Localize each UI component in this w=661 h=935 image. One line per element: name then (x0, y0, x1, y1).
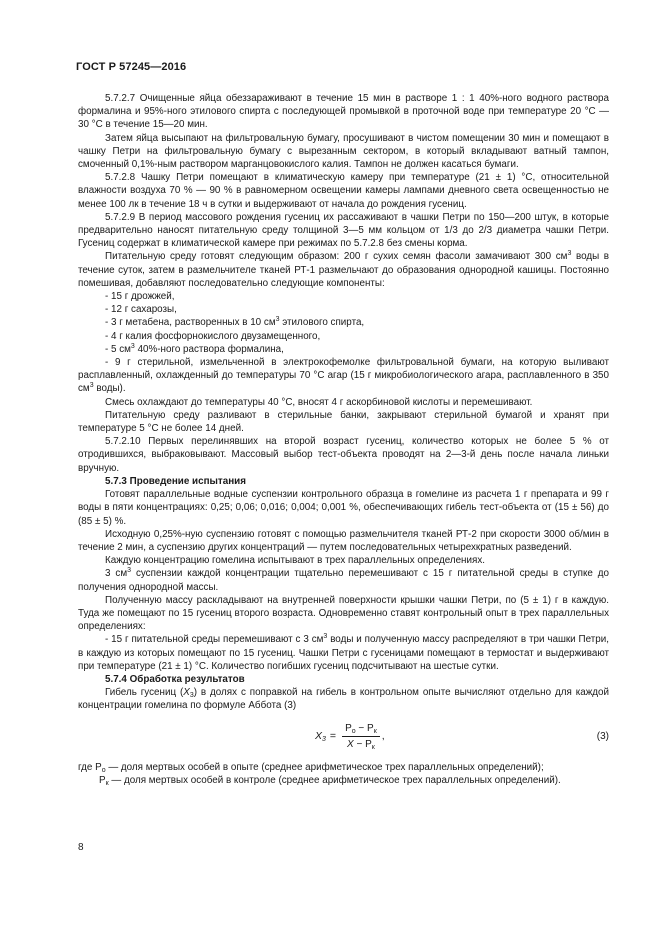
paragraph-5-7-2-10 (78, 435, 609, 475)
paragraph-text: Первых перелинявших на второй возраст гусениц, количество которых не более 5 % от отродившихся, выбраковывают. Массовый выбор тест-объекта проводят на 2—3-й день после начала линьки вручную. (78, 436, 609, 474)
text-part: Гибель гусениц ( (105, 687, 184, 699)
subscript: o (351, 727, 356, 735)
variable: X (183, 687, 190, 699)
operator: − (353, 738, 366, 750)
superscript: 3 (89, 382, 94, 390)
paragraph-control-experiment (78, 633, 609, 673)
paragraph-text: Очищенные яйца обеззараживают в течение 15 мин в растворе 1 : 1 40%-ного водного раствора формалина и 95%-ного этилового спирта с последующей промывкой в проточной воде при температуре 20 °С — 30 °С в течение 15—20 мин. (78, 93, 609, 131)
paragraph-5-7-2-8 (78, 171, 609, 211)
formula-comma: , (381, 729, 385, 742)
superscript: 3 (567, 250, 572, 258)
variable: P (365, 738, 372, 750)
superscript: 3 (127, 567, 132, 575)
section-heading-5-7-4: 5.7.4 Обработка результатов (105, 673, 245, 685)
variable: X (347, 738, 354, 750)
list-item (78, 356, 609, 396)
text-part: этилового спирта, (279, 317, 365, 329)
text-part: - 9 г стерильной, измельченной в электрокофемолке фильтровальной бумаги, на которую выливают расплавленный, охлажденный до температуры 70 °С агар (15 г микробиологического агара, расплавленного в 350 см (78, 357, 609, 395)
text-part: - 15 г питательной среды перемешивают с 3 см (105, 634, 324, 646)
variable: P (367, 722, 374, 734)
clause-number: 5.7.2.8 (105, 172, 136, 184)
paragraph-5-7-2-7 (78, 92, 609, 132)
clause-number: 5.7.2.10 (105, 436, 141, 448)
text-part: воды и полученную массу распределяют в три чашки Петри, в каждую из которых помещают по 15 гусениц. Чашки Петри с гусеницами помещают в термостат и выдерживают при температуре (21 ± 1) °С. Количество погибших гусениц подсчитывают на шестые сутки. (78, 634, 610, 672)
legend-lead: где (78, 761, 96, 773)
subscript: 3 (189, 692, 194, 700)
list-item (78, 343, 609, 356)
subscript: к (371, 743, 375, 751)
paragraph-each-concentration: Каждую концентрацию гомелина испытывают в трех параллельных определениях. (105, 555, 485, 567)
text-part: воды). (93, 383, 126, 395)
fraction (342, 722, 380, 751)
fraction-denominator (344, 737, 378, 751)
paragraph-mass-distribution: Полученную массу раскладывают на внутренней поверхности крышки чашки Петри, по (5 ± 1) г в каждую. Туда же помещают по 15 гусениц второго возраста. Одновременно ставят контрольный опыт в трех параллельных определениях: (78, 594, 609, 633)
formula-legend (78, 761, 609, 787)
text-part: воды в течение суток, затем в размельчителе тканей РТ-1 размельчают до образования однородной кашицы. Постоянно помешивая, добавляют последовательно следующие компоненты: (78, 251, 609, 289)
paragraph-cooling: Смесь охлаждают до температуры 40 °С, вносят 4 г аскорбиновой кислоты и перемешивают. (105, 396, 533, 408)
paragraph-suspensions: Готовят параллельные водные суспензии контрольного образца в гомелине из расчета 1 г препарата и 99 г воды в пяти концентрациях: 0,25; 0,06; 0,016; 0,004; 0,001 %, обеспечивающих гибель тест-объекта от (15 ± 56) до (85 ± 5) %. (78, 489, 609, 527)
superscript: 3 (323, 633, 328, 641)
paragraph-death-rate (78, 686, 609, 712)
text-part: 3 см (105, 568, 128, 580)
equals-sign: = (329, 729, 337, 742)
paragraph-text: Чашку Петри помещают в климатическую камеру при температуре (21 ± 1) °С, относительной влажности воздуха 70 % — 90 % в равномерном освещении камеры лампами дневного света освещенностью не менее 100 лк в течение 18 ч в сутки и выдерживают от начала до рождения гусениц. (78, 172, 609, 210)
clause-number: 5.7.2.9 (105, 211, 136, 223)
formula-number: (3) (596, 730, 609, 742)
paragraph-text: В период массового рождения гусениц их рассаживают в чашки Петри по 150—200 штук, в которые предварительно наносят питательную среду толщиной 3—5 мм кольцом от 1/3 до 2/3 диаметра чашки Петри. Гусениц содержат в климатической камере при режимах по 5.7.2.8 без смены корма. (78, 211, 609, 250)
paragraph-drying: Затем яйца высыпают на фильтровальную бумагу, просушивают в чистом помещении 30 мин и помещают в чашку Петри на фильтровальную бумагу с вырезанным сектором, в который вкладывают ватный тампон, смоченный 0,1%-ным раствором марганцовокислого калия. Тампон не должен касаться бумаги. (78, 132, 609, 171)
paragraph-initial-suspension: Исходную 0,25%-ную суспензию готовят с помощью размельчителя тканей РТ-2 при скорости 3000 об/мин в течение 2 мин, а суспензию других концентраций — путем последовательных четырехкратных разведений. (78, 528, 609, 553)
superscript: 3 (130, 342, 135, 350)
list-item: - 4 г калия фосфорнокислого двузамещенного, (105, 330, 321, 342)
operator: − (355, 722, 368, 734)
variable: P (345, 722, 352, 734)
variable: X (315, 729, 323, 742)
formula-lhs (315, 730, 326, 743)
page-number: 8 (78, 842, 84, 853)
legend-text: — доля мертвых особей в контроле (среднее арифметическое трех параллельных определений). (108, 774, 561, 786)
list-item (78, 316, 609, 329)
document-body (78, 92, 609, 787)
variable: P (95, 761, 102, 773)
subscript: к (373, 727, 377, 735)
formula-abbott (78, 716, 609, 758)
superscript: 3 (275, 316, 280, 324)
text-part: Питательную среду готовят следующим образом: 200 г сухих семян фасоли замачивают 300 см (105, 251, 568, 263)
legend-row (78, 774, 609, 787)
text-part: 40%-ного раствора формалина, (134, 343, 284, 355)
subscript: 3 (322, 735, 326, 743)
subscript: o (101, 766, 106, 774)
legend-row (78, 761, 609, 774)
text-part: - 3 г метабена, растворенных в 10 см (105, 317, 276, 329)
section-heading-5-7-3: 5.7.3 Проведение испытания (105, 475, 246, 487)
list-item: - 12 г сахарозы, (105, 304, 177, 316)
paragraph-medium-prep (78, 250, 609, 290)
variable: P (99, 774, 106, 786)
text-part: - 5 см (105, 343, 131, 355)
document-header: ГОСТ Р 57245—2016 (76, 61, 187, 73)
text-part: суспензии каждой концентрации тщательно перемешивают с 15 г питательной среды в ступке до получения однородной массы. (78, 568, 609, 593)
fraction-numerator (342, 722, 380, 737)
paragraph-5-7-2-9 (78, 211, 609, 251)
paragraph-pouring: Питательную среду разливают в стерильные банки, закрывают стерильной бумагой и хранят при температуре 5 °С не более 14 дней. (78, 409, 609, 435)
subscript: к (105, 779, 109, 787)
paragraph-3cm-suspension (78, 567, 609, 593)
list-item: - 15 г дрожжей, (105, 291, 175, 303)
text-part: ) в долях с поправкой на гибель в контрольном опыте вычисляют отдельно для каждой концентрации гомелина по формуле Аббота (3) (78, 687, 609, 712)
legend-text: — доля мертвых особей в опыте (среднее арифметическое трех параллельных определений); (105, 761, 544, 773)
formula-body (315, 722, 385, 751)
clause-number: 5.7.2.7 (105, 93, 136, 104)
